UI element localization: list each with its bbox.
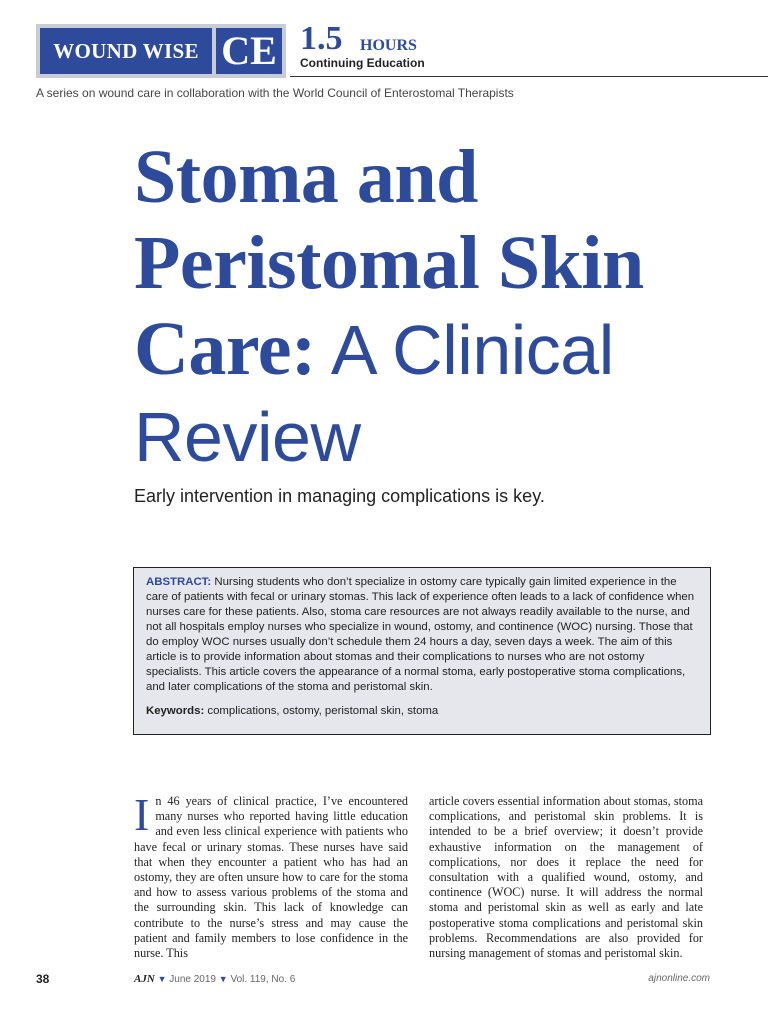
keywords-label: Keywords: [146, 705, 205, 717]
volume-info: Vol. 119, No. 6 [227, 974, 296, 985]
keywords-line [146, 704, 698, 719]
ce-subtitle: Continuing Education [300, 56, 425, 70]
abstract-paragraph [146, 575, 698, 695]
website-link[interactable]: ajnonline.com [648, 973, 710, 984]
triangle-icon-2: ▼ [218, 974, 228, 984]
ce-hours-word: HOURS [360, 37, 417, 54]
page-number: 38 [36, 972, 50, 986]
header-rule [290, 76, 768, 77]
abstract-label: ABSTRACT: [146, 576, 212, 588]
journal-name: AJN [134, 973, 155, 985]
title-line-1: Stoma and [134, 135, 478, 219]
ce-hours-number: 1.5 [300, 20, 343, 57]
body-left-text: n 46 years of clinical practice, I’ve encountered many nurses who reported having little education and even less clinical experience with patients who have fecal or urinary stomas. These nurses have said that when they encounter a patient who has had an ostomy, they are often unsure how to care for the stoma and how to assess various problems of the stoma and the surrounding skin. This lack of knowledge can contribute to the nurse’s stress and may cause the patient and family members to lose confidence in the nurse. This [134, 794, 408, 961]
body-column-left [134, 789, 408, 961]
abstract-text: Nursing students who don’t specialize in ostomy care typically gain limited experience in the care of patients with fecal or urinary stomas. This lack of experience often leads to a lack of confidence when nurses care for these patients. Also, stoma care resources are not always readily available to the nurse, and not all hospitals employ nurses who specialize in wound, ostomy, and continence (WOC) nursing. Those that do employ WOC nurses usually don’t schedule them 24 hours a day, seven days a week. The aim of this article is to provide information about stomas and their complications to nurses who are not ostomy specialists. This article covers the appearance of a normal stoma, early postoperative stoma complications, and later complications of the stoma and peristomal skin. [146, 576, 695, 693]
abstract-box [133, 567, 711, 735]
ce-badge: CE [216, 28, 282, 74]
ce-header [36, 20, 768, 78]
body-column-right: article covers essential information about stomas, stoma complications, and peristomal skin problems. It is intended to be a brief overview; it doesn’t provide exhaustive information on the management of complications, nor does it replace the need for consultation with a qualified wound, ostomy, and continence (WOC) nurse. It will address the normal stoma and peristomal skin as well as early and late postoperative stoma complications and peristomal skin problems. Recommendations are also provided for nursing management of stomas and peristomal skin. [429, 794, 703, 961]
issue-date: June 2019 [166, 974, 219, 985]
article-title [134, 134, 754, 480]
title-line-3-light: A Clinical [315, 311, 614, 389]
title-line-4: Review [134, 398, 361, 476]
title-line-2: Peristomal Skin [134, 221, 644, 305]
series-line: A series on wound care in collaboration with the World Council of Enterostomal Therapists [36, 86, 514, 100]
drop-cap: I [134, 789, 150, 840]
page-footer [0, 972, 768, 988]
article-subtitle: Early intervention in managing complications is key. [134, 486, 545, 506]
journal-citation [134, 973, 295, 985]
triangle-icon: ▼ [157, 974, 167, 984]
section-label: WOUND WISE [40, 28, 212, 74]
title-line-3-bold: Care: [134, 307, 316, 391]
keywords-text: complications, ostomy, peristomal skin, stoma [204, 705, 439, 717]
section-badge-frame [36, 24, 286, 78]
